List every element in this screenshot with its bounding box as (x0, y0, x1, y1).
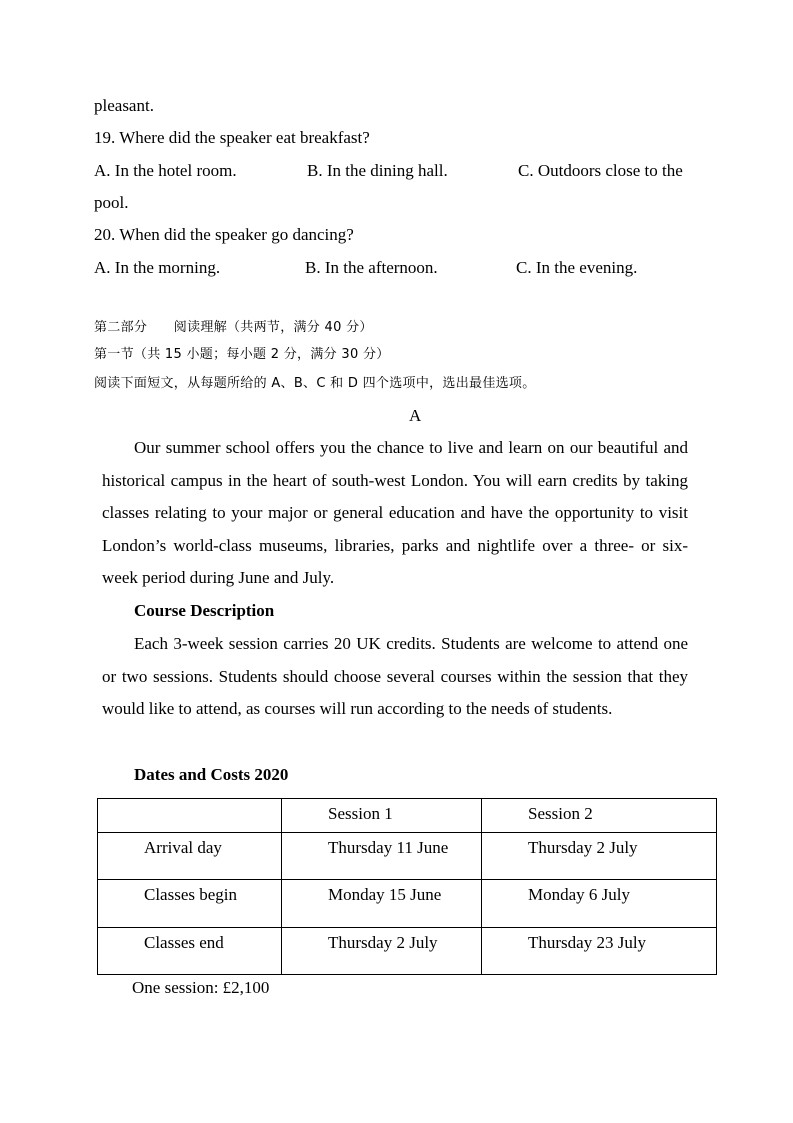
q19-option-b: B. In the dining hall. (307, 161, 448, 180)
table-row (98, 833, 717, 880)
table-cell: Thursday 23 July (482, 928, 717, 975)
section-heading: 第一节（共 15 小题；每小题 2 分，满分 30 分） (94, 347, 390, 362)
table-cell: Thursday 11 June (282, 833, 482, 880)
table-row-label: Arrival day (98, 833, 282, 880)
table-cell: Monday 15 June (282, 880, 482, 928)
table-row (98, 928, 717, 975)
table-header-row (98, 799, 717, 833)
table-row-label: Classes begin (98, 880, 282, 928)
instruction: 阅读下面短文，从每题所给的 A、B、C 和 D 四个选项中，选出最佳选项。 (94, 376, 536, 391)
course-paragraph: Each 3-week session carries 20 UK credits. Students are welcome to attend one or two sessions. Students should choose several courses within the session that they would like to attend, as courses will run according to the needs of students. (102, 634, 688, 718)
table-cell (98, 799, 282, 833)
q20-option-c: C. In the evening. (516, 258, 638, 277)
table-cell: Thursday 2 July (482, 833, 717, 880)
q19-option-c: C. Outdoors close to the (518, 161, 683, 180)
cost-line: One session: £2,100 (132, 978, 270, 997)
dates-heading: Dates and Costs 2020 (134, 765, 289, 784)
table-header-session-2: Session 2 (482, 799, 717, 833)
table-header-session-1: Session 1 (282, 799, 482, 833)
question-20: 20. When did the speaker go dancing? (94, 225, 354, 244)
q19-option-c-continued: pool. (94, 193, 129, 212)
intro-paragraph: Our summer school offers you the chance to live and learn on our beautiful and historical campus in the heart of south-west London. You will earn credits by taking classes relating to your major or general education and have the opportunity to visit London’s world-class museums, libraries, parks and nightlife over a three- or six-week period during June and July. (102, 438, 688, 587)
q19-option-a: A. In the hotel room. (94, 161, 237, 180)
table-cell: Monday 6 July (482, 880, 717, 928)
table-cell: Thursday 2 July (282, 928, 482, 975)
question-19: 19. Where did the speaker eat breakfast? (94, 128, 370, 147)
schedule-table (97, 798, 717, 975)
continued-text: pleasant. (94, 96, 154, 115)
passage-label: A (409, 406, 422, 425)
table-row-label: Classes end (98, 928, 282, 975)
q20-option-a: A. In the morning. (94, 258, 221, 277)
q20-option-b: B. In the afternoon. (305, 258, 438, 277)
table-row (98, 880, 717, 928)
part-heading: 第二部分 阅读理解（共两节，满分 40 分） (94, 320, 373, 335)
course-heading: Course Description (134, 601, 275, 620)
